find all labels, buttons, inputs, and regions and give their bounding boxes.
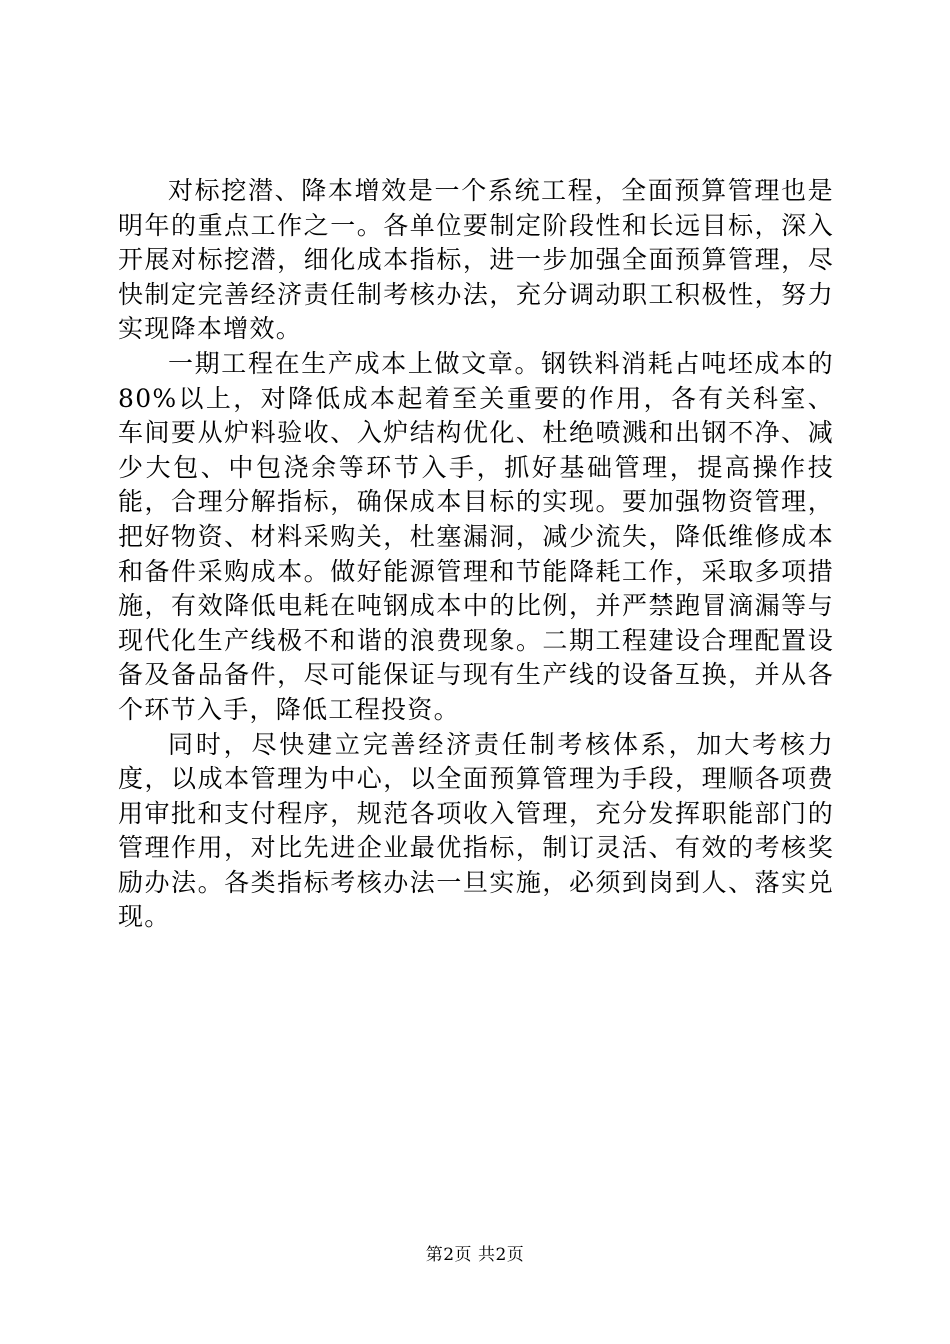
paragraph-production-cost: 一期工程在生产成本上做文章。钢铁料消耗占吨坯成本的80%以上，对降低成本起着至关重要的作用，各有关科室、车间要从炉料验收、入炉结构优化、杜绝喷溅和出钢不净、减少大包、中包浇余等环节入手，抓好基础管理，提高操作技能，合理分解指标，确保成本目标的实现。要加强物资管理，把好物资、材料采购关，杜塞漏洞，减少流失，降低维修成本和备件采购成本。做好能源管理和节能降耗工作，采取多项措施，有效降低电耗在吨钢成本中的比例，并严禁跑冒滴漏等与现代化生产线极不和谐的浪费现象。二期工程建设合理配置设备及备品备件，尽可能保证与现有生产线的设备互换，并从各个环节入手，降低工程投资。 (118, 348, 834, 724)
page-footer: 第2页 共2页 (425, 1245, 525, 1265)
paragraph-assessment-system: 同时，尽快建立完善经济责任制考核体系，加大考核力度，以成本管理为中心，以全面预算管理为手段，理顺各项费用审批和支付程序，规范各项收入管理，充分发挥职能部门的管理作用，对比先进企业最优指标，制订灵活、有效的考核奖励办法。各类指标考核办法一旦实施，必须到岗到人、落实兑现。 (118, 729, 834, 932)
document-body (118, 174, 834, 935)
paragraph-benchmarking: 对标挖潜、降本增效是一个系统工程，全面预算管理也是明年的重点工作之一。各单位要制定阶段性和长远目标，深入开展对标挖潜，细化成本指标，进一步加强全面预算管理，尽快制定完善经济责任制考核办法，充分调动职工积极性，努力实现降本增效。 (118, 176, 834, 344)
